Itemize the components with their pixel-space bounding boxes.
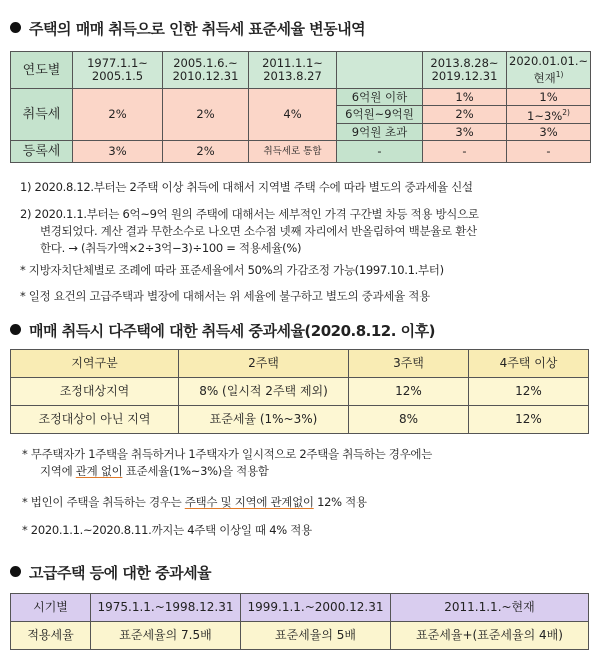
section2-title: 매매 취득시 다주택에 대한 취득세 중과세율(2020.8.12. 이후)	[10, 320, 435, 341]
period-cell: 2005.1.6.~ 2010.12.31	[163, 52, 249, 89]
period-cell: 2013.8.28~ 2019.12.31	[423, 52, 507, 89]
rate-cell: 12%	[349, 378, 469, 406]
row-label-applied-rate: 적용세율	[11, 622, 91, 650]
empty-header-cell	[337, 52, 423, 89]
header-cell: 1975.1.1.~1998.12.31	[91, 594, 241, 622]
rate-cell: 1~3%$^{2)}$	[507, 106, 591, 124]
table-row	[11, 378, 589, 406]
header-cell: 시기별	[11, 594, 91, 622]
table-row	[11, 622, 589, 650]
rate-cell: 8% (일시적 2주택 제외)	[179, 378, 349, 406]
rate-cell: 1%	[507, 89, 591, 106]
row-label-acquisition-tax: 취득세	[11, 89, 73, 141]
region-cell: 조정대상이 아닌 지역	[11, 406, 179, 434]
rate-cell: 표준세율의 5배	[241, 622, 391, 650]
region-cell: 조정대상지역	[11, 378, 179, 406]
rate-cell: 2%	[73, 89, 163, 141]
note-period: * 2020.1.1.~2020.8.11.까지는 4주택 이상일 때 4% 적용	[22, 523, 312, 537]
rate-cell: -	[337, 141, 423, 163]
rate-cell: 취득세로 통합	[249, 141, 337, 163]
note-luxury-housing: * 일정 요건의 고급주택과 별장에 대해서는 위 세율에 불구하고 별도의 중과세율 적용	[20, 289, 430, 303]
rate-cell: 8%	[349, 406, 469, 434]
note-local-adjustment: * 지방자치단체별로 조례에 따라 표준세율에서 50%의 가감조정 가능(1997.10.1.부터)	[20, 263, 444, 277]
header-cell: 2011.1.1.~현재	[391, 594, 589, 622]
period-cell: 1977.1.1~ 2005.1.5	[73, 52, 163, 89]
note-corporation: * 법인이 주택을 취득하는 경우는 주택수 및 지역에 관계없이 12% 적용	[22, 495, 367, 509]
header-cell: 지역구분	[11, 350, 179, 378]
header-cell: 3주택	[349, 350, 469, 378]
period-cell: 2020.01.01.~ 현재$^{1)}$	[507, 52, 591, 89]
rate-cell: 3%	[423, 124, 507, 141]
section3-title: 고급주택 등에 대한 중과세율	[10, 562, 211, 583]
rate-cell: 4%	[249, 89, 337, 141]
note-no-home-buyer: * 무주택자가 1주택을 취득하거나 1주택자가 일시적으로 2주택을 취득하는 경우에는 지역에 관계 없이 표준세율(1%~3%)을 적용함	[22, 447, 433, 478]
header-cell: 1999.1.1.~2000.12.31	[241, 594, 391, 622]
row-label-registration-tax: 등록세	[11, 141, 73, 163]
bullet-icon	[10, 22, 21, 33]
luxury-housing-surcharge-table	[10, 593, 589, 650]
rate-cell: 2%	[423, 106, 507, 124]
table-row	[11, 141, 591, 163]
acquisition-tax-rate-history-table	[10, 51, 591, 163]
price-bracket-cell: 6억원~9억원	[337, 106, 423, 124]
rate-cell: 12%	[469, 406, 589, 434]
section1-title: 주택의 매매 취득으로 인한 취득세 표준세율 변동내역	[10, 18, 365, 39]
table-row	[11, 350, 589, 378]
period-cell: 2011.1.1~ 2013.8.27	[249, 52, 337, 89]
table-row	[11, 52, 591, 89]
rate-cell: 12%	[469, 378, 589, 406]
bullet-icon	[10, 324, 21, 335]
rate-cell: 표준세율의 7.5배	[91, 622, 241, 650]
multi-home-surcharge-table	[10, 349, 589, 434]
rate-cell: 2%	[163, 141, 249, 163]
rate-cell: -	[507, 141, 591, 163]
rate-cell: 1%	[423, 89, 507, 106]
rate-cell: 2%	[163, 89, 249, 141]
rate-cell: 표준세율+(표준세율의 4배)	[391, 622, 589, 650]
row-label-period: 연도별	[11, 52, 73, 89]
price-bracket-cell: 6억원 이하	[337, 89, 423, 106]
bullet-icon	[10, 566, 21, 577]
rate-cell: -	[423, 141, 507, 163]
header-cell: 2주택	[179, 350, 349, 378]
footnote-2: 2) 2020.1.1.부터는 6억~9억 원의 주택에 대해서는 세부적인 가격 구간별 차등 적용 방식으로 변경되었다. 계산 결과 무한소수로 나오면 소수점 넷째 자리에서 반올림하여 백분율로 환산 한다. → (취득가액×2÷3억−3)÷100 = 적용세율(%)	[20, 207, 479, 255]
table-row	[11, 594, 589, 622]
footnote-1: 1) 2020.8.12.부터는 2주택 이상 취득에 대해서 지역별 주택 수에 따라 별도의 중과세율 신설	[20, 180, 473, 194]
rate-cell: 표준세율 (1%~3%)	[179, 406, 349, 434]
table-row	[11, 89, 591, 106]
header-cell: 4주택 이상	[469, 350, 589, 378]
rate-cell: 3%	[507, 124, 591, 141]
rate-cell: 3%	[73, 141, 163, 163]
price-bracket-cell: 9억원 초과	[337, 124, 423, 141]
table-row	[11, 406, 589, 434]
